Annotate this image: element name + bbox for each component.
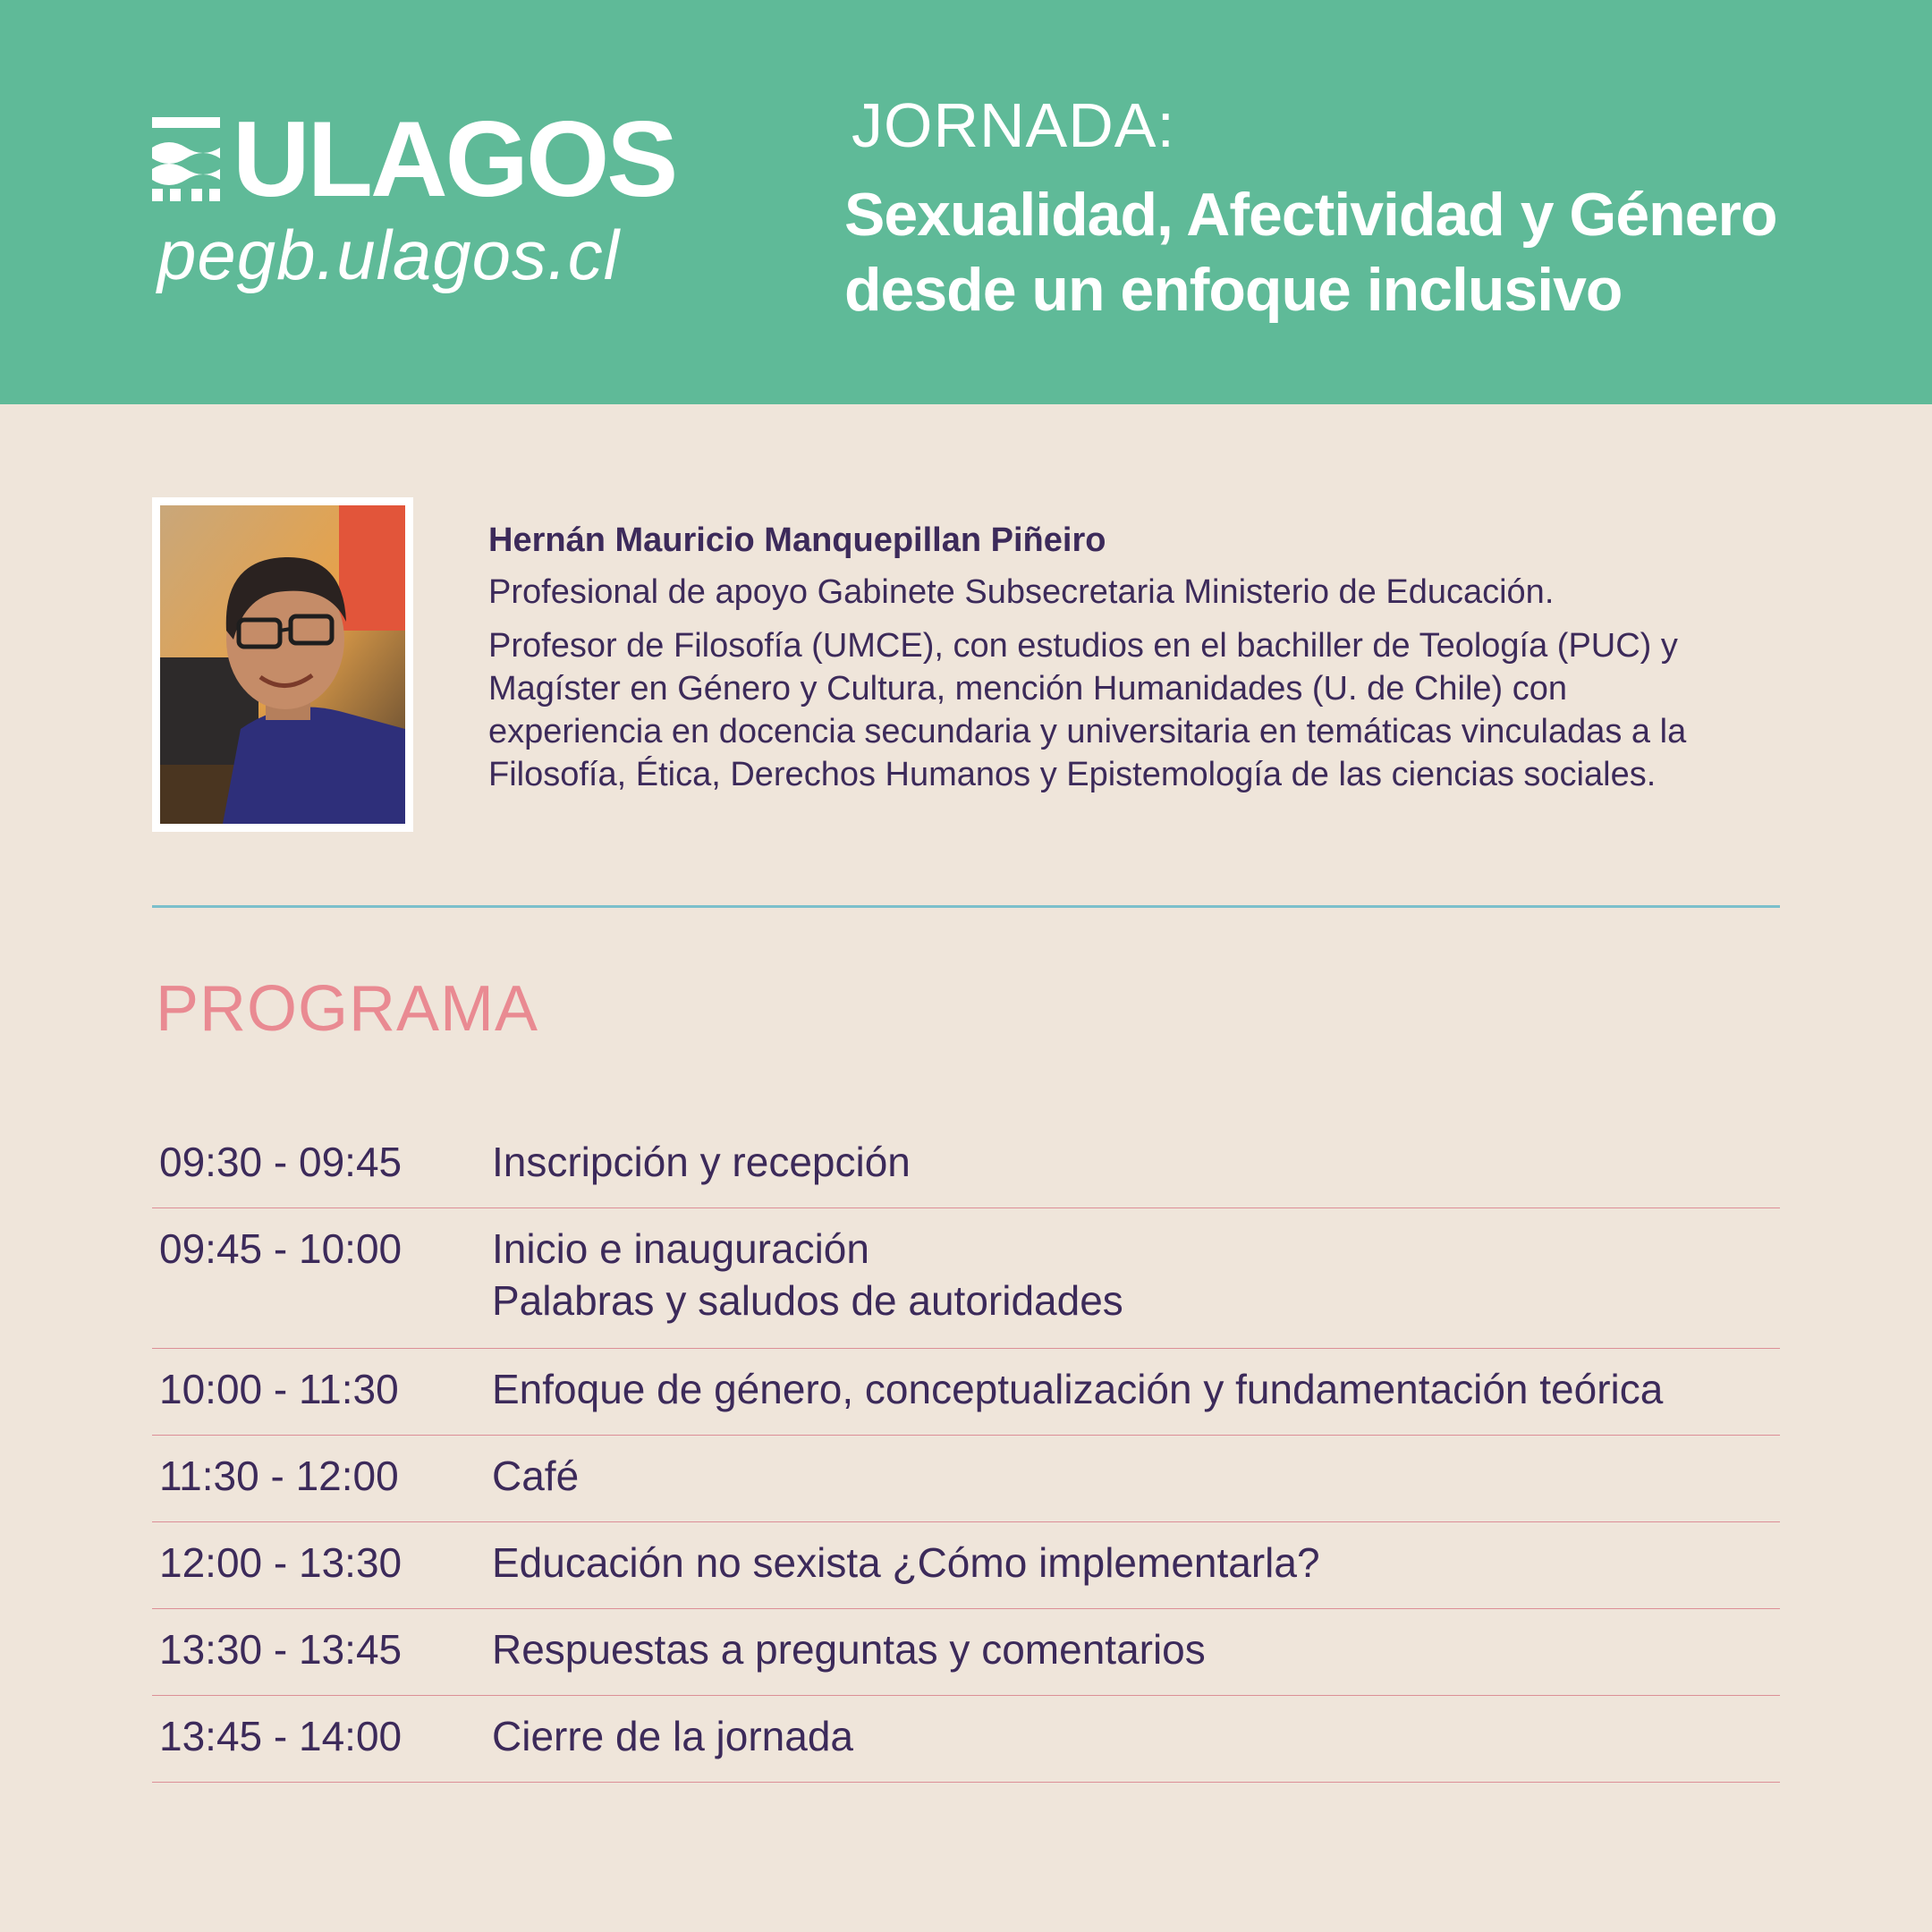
event-title-line: Sexualidad, Afectividad y Género [844,181,1777,249]
event-kicker: JORNADA: [852,90,1175,160]
program-activity-line: Inicio e inauguración [492,1225,869,1272]
program-activity-line: Educación no sexista ¿Cómo implementarla? [492,1539,1320,1586]
program-row [152,1609,1780,1696]
program-table [152,1122,1780,1783]
program-time: 12:00 - 13:30 [159,1539,402,1586]
program-time: 13:45 - 14:00 [159,1713,402,1759]
program-activity [492,1136,1780,1188]
program-time: 09:30 - 09:45 [159,1139,402,1185]
event-title-line: desde un enfoque inclusivo [844,256,1623,324]
speaker-photo [160,505,405,824]
program-row [152,1522,1780,1609]
program-activity-line: Respuestas a preguntas y comentarios [492,1626,1206,1673]
logo-wordmark: ULAGOS [233,99,676,219]
program-activity-line: Cierre de la jornada [492,1713,854,1759]
program-row [152,1436,1780,1522]
program-activity [492,1537,1780,1589]
program-activity-line: Palabras y saludos de autoridades [492,1277,1123,1324]
program-time: 09:45 - 10:00 [159,1225,402,1272]
program-activity [492,1710,1780,1762]
program-row [152,1208,1780,1349]
speaker-info [488,517,1794,796]
event-title [844,177,1810,327]
program-activity-line: Enfoque de género, conceptualización y fundamentación teórica [492,1366,1664,1412]
header-band [0,0,1932,404]
speaker-bio-line: Magíster en Género y Cultura, mención Humanidades (U. de Chile) con [488,670,1568,708]
speaker-bio-line: Profesor de Filosofía (UMCE), con estudios en el bachiller de Teología (PUC) y [488,627,1678,665]
speaker-bio [488,624,1794,796]
program-time: 11:30 - 12:00 [159,1453,399,1499]
website-link[interactable]: pegb.ulagos.cl [157,216,621,294]
speaker-name: Hernán Mauricio Manquepillan Piñeiro [488,521,1106,559]
program-time: 13:30 - 13:45 [159,1626,402,1673]
speaker-role: Profesional de apoyo Gabinete Subsecretaria Ministerio de Educación. [488,573,1555,611]
speaker-bio-line: Filosofía, Ética, Derechos Humanos y Epistemología de las ciencias sociales. [488,756,1657,793]
speaker-photo-frame [152,497,413,832]
program-activity [492,1363,1780,1415]
program-activity-line: Café [492,1453,580,1499]
program-activity [492,1223,1780,1326]
programa-title: PROGRAMA [156,973,539,1045]
program-row [152,1696,1780,1783]
program-activity-line: Inscripción y recepción [492,1139,911,1185]
program-row [152,1122,1780,1208]
speaker-bio-line: experiencia en docencia secundaria y universitaria en temáticas vinculadas a la [488,713,1687,750]
waves-icon [152,117,220,201]
program-time: 10:00 - 11:30 [159,1366,399,1412]
program-row [152,1349,1780,1436]
program-activity [492,1450,1780,1502]
program-activity [492,1623,1780,1675]
ulagos-logo[interactable] [152,99,676,219]
section-divider [152,905,1780,908]
